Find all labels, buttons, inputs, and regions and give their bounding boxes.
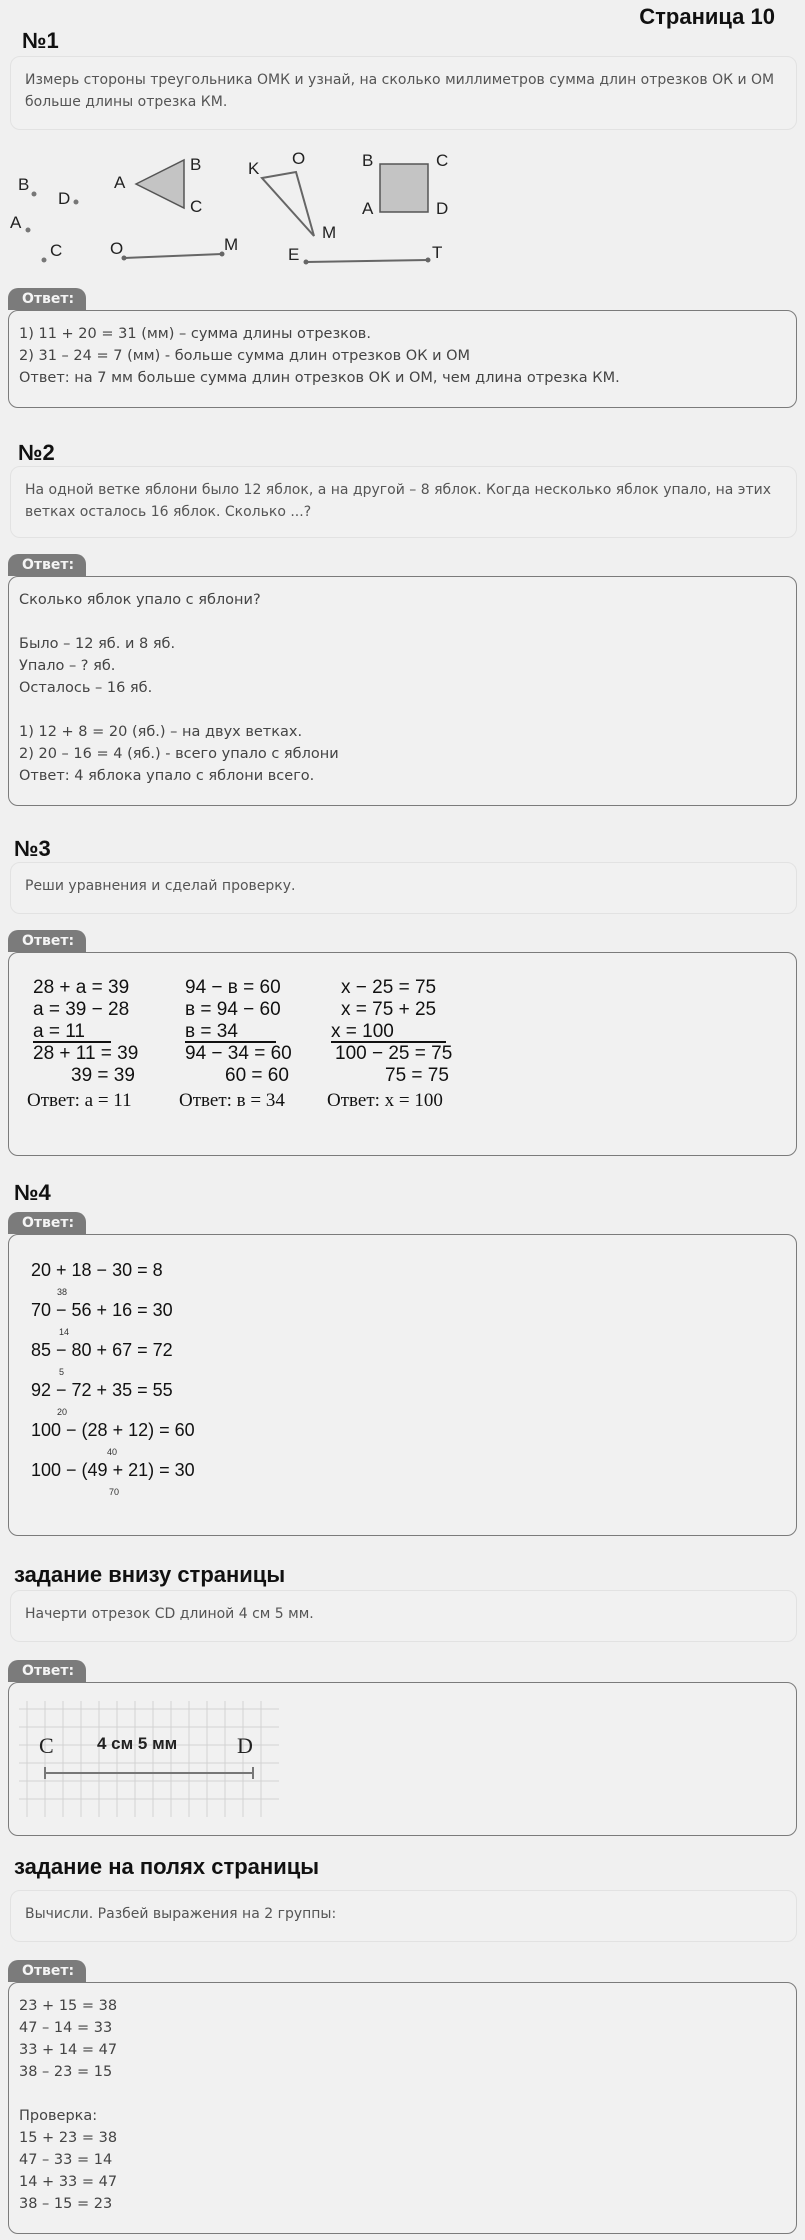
equation-3: х − 25 = 75 х = 75 + 25 х = 100 100 − 25 = 75 75 = 75 Ответ: х = 100 <box>327 977 453 1111</box>
square-abcd <box>380 164 428 212</box>
segment-om <box>124 254 222 258</box>
task4-answer-tab: Ответ: <box>8 1212 86 1234</box>
label-tri-b: B <box>190 155 202 174</box>
task6-answer-tab: Ответ: <box>8 1960 86 1982</box>
expression-row: 100 − (49 + 21) = 30 70 <box>31 1460 195 1497</box>
expression-row: 70 − 56 + 16 = 30 14 <box>31 1300 173 1337</box>
task1-question: Измерь стороны треугольника ОМК и узнай, на сколько миллиметров сумма длин отрезков ОК и ОМ больше длины отрезка КМ. <box>10 56 797 130</box>
task2-answer: Сколько яблок упало с яблони? Было – 12 яб. и 8 яб. Упало – ? яб. Осталось – 16 яб. 1) 12 + 8 = 20 (яб.) – на двух ветках. 2) 20 – 16 = 4 (яб.) - всего упало с яблони Ответ: 4 яблока упало с яблони всего. <box>8 576 797 806</box>
segment-et <box>306 260 428 262</box>
segment-cd-drawing <box>19 1701 279 1817</box>
label-o: O <box>110 239 124 258</box>
label-sq-c: C <box>436 151 449 170</box>
triangle-abc <box>136 160 184 208</box>
label-c: C <box>39 1733 54 1758</box>
task5-answer-tab: Ответ: <box>8 1660 86 1682</box>
task1-figure <box>0 138 500 268</box>
task3-answer <box>8 952 797 1156</box>
label-sq-b: B <box>362 151 374 170</box>
task2-heading: №2 <box>18 440 55 465</box>
task3-answer-tab: Ответ: <box>8 930 86 952</box>
label-tri-c: C <box>190 197 203 216</box>
task5-heading: задание внизу страницы <box>14 1562 286 1587</box>
task6-question: Вычисли. Разбей выражения на 2 группы: <box>10 1890 797 1942</box>
point-b <box>32 192 37 197</box>
label-tri-a: A <box>114 173 126 192</box>
triangle-kom <box>262 172 314 236</box>
page-title: Страница 10 <box>639 4 775 29</box>
point-d <box>74 200 79 205</box>
expression-row: 100 − (28 + 12) = 60 40 <box>31 1420 195 1457</box>
label-d: D <box>58 189 71 208</box>
task2-question: На одной ветке яблони было 12 яблок, а на другой – 8 яблок. Когда несколько яблок упало, на этих ветках осталось 16 яблок. Сколько ...? <box>10 466 797 538</box>
task6-answer: 23 + 15 = 38 47 – 14 = 33 33 + 14 = 47 38 – 23 = 15 Проверка: 15 + 23 = 38 47 – 33 = 14 14 + 33 = 47 38 – 15 = 23 <box>8 1982 797 2234</box>
equation-1: 28 + а = 39 а = 39 − 28 а = 11 28 + 11 = 39 39 = 39 Ответ: а = 11 <box>27 977 139 1111</box>
label-t: T <box>432 243 443 262</box>
task4-heading: №4 <box>14 1180 51 1205</box>
task1-answer: 1) 11 + 20 = 31 (мм) – сумма длины отрезков. 2) 31 – 24 = 7 (мм) - больше сумма длин отрезков ОК и ОМ Ответ: на 7 мм больше сумма длин отрезков ОК и ОМ, чем длина отрезка КМ. <box>8 310 797 408</box>
task6-heading: задание на полях страницы <box>14 1854 320 1879</box>
expression-row: 20 + 18 − 30 = 8 38 <box>31 1260 163 1297</box>
label-sq-a: A <box>362 199 374 218</box>
label-a: A <box>10 213 22 232</box>
task4-answer <box>8 1234 797 1536</box>
segment-length: 4 см 5 мм <box>97 1734 178 1753</box>
expression-row: 92 − 72 + 35 = 55 20 <box>31 1380 173 1417</box>
label-d: D <box>237 1733 253 1758</box>
task5-answer <box>8 1682 797 1836</box>
task1-heading: №1 <box>22 28 59 53</box>
task2-answer-tab: Ответ: <box>8 554 86 576</box>
task3-question: Реши уравнения и сделай проверку. <box>10 862 797 914</box>
expression-row: 85 − 80 + 67 = 72 5 <box>31 1340 173 1377</box>
label-o2: O <box>292 149 306 168</box>
point-a <box>26 228 31 233</box>
label-b: B <box>18 175 30 194</box>
label-m: M <box>224 235 239 254</box>
task3-heading: №3 <box>14 836 51 861</box>
label-sq-d: D <box>436 199 449 218</box>
label-c: C <box>50 241 63 260</box>
task5-question: Начерти отрезок CD длиной 4 см 5 мм. <box>10 1590 797 1642</box>
equation-2: 94 − в = 60 в = 94 − 60 в = 34 94 − 34 = 60 60 = 60 Ответ: в = 34 <box>179 977 292 1111</box>
point-c <box>42 258 47 263</box>
label-e: E <box>288 245 300 264</box>
task1-answer-tab: Ответ: <box>8 288 86 310</box>
label-k: K <box>248 159 260 178</box>
label-m2: M <box>322 223 337 242</box>
